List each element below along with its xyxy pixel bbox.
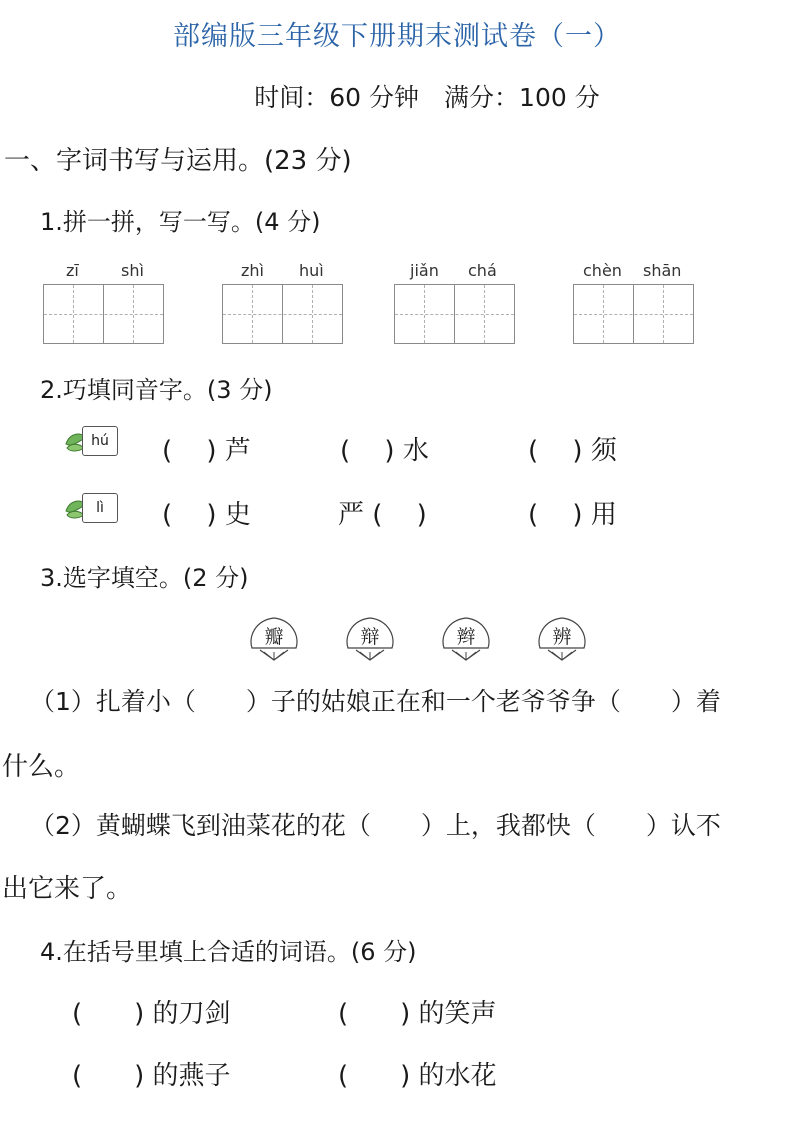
sentence-2-line-1: （2）黄蝴蝶飞到油菜花的花（ ）上，我都快（ ）认不: [30, 811, 721, 840]
shell-char: 瓣: [264, 626, 284, 648]
blank-item[interactable]: ( ) 用: [528, 500, 617, 530]
section-heading: 一、字词书写与运用。(23 分): [4, 146, 352, 176]
writing-grid[interactable]: [222, 284, 343, 344]
shell-option[interactable]: [342, 614, 398, 664]
pinyin-label: zī: [66, 261, 79, 280]
writing-grid[interactable]: [43, 284, 164, 344]
blank-item[interactable]: ( ) 的水花: [338, 1061, 497, 1091]
pinyin-label: zhì: [241, 261, 264, 280]
pinyin-tag: lì: [82, 493, 118, 523]
blank-item[interactable]: 严 ( ): [338, 500, 427, 530]
question-2-label: 2.巧填同音字。(3 分): [40, 376, 273, 404]
shell-char: 辫: [456, 626, 476, 648]
blank-item[interactable]: ( ) 的燕子: [72, 1061, 231, 1091]
blank-item[interactable]: ( ) 的刀剑: [72, 999, 231, 1029]
pinyin-label: jiǎn: [410, 261, 439, 280]
blank-item[interactable]: ( ) 的笑声: [338, 999, 497, 1029]
sentence-2-line-2: 出它来了。: [2, 874, 133, 904]
leaf-tag: [64, 493, 124, 525]
shell-option[interactable]: [534, 614, 590, 664]
pinyin-label: chá: [468, 261, 497, 280]
exam-info: 时间：60 分钟 满分：100 分: [254, 83, 600, 112]
shell-option[interactable]: [438, 614, 494, 664]
pinyin-label: chèn: [583, 261, 622, 280]
sentence-1-line-2: 什么。: [2, 752, 81, 782]
pinyin-label: shì: [121, 261, 144, 280]
question-1-label: 1.拼一拼，写一写。(4 分): [40, 208, 321, 236]
blank-item[interactable]: ( ) 须: [528, 436, 617, 466]
shell-option[interactable]: [246, 614, 302, 664]
pinyin-tag: hú: [82, 426, 118, 456]
shell-char: 辩: [360, 626, 380, 648]
leaf-tag: [64, 426, 124, 458]
blank-item[interactable]: ( ) 芦: [162, 436, 251, 466]
blank-item[interactable]: ( ) 水: [340, 436, 429, 466]
pinyin-label: shān: [643, 261, 682, 280]
question-4-label: 4.在括号里填上合适的词语。(6 分): [40, 938, 417, 966]
question-3-label: 3.选字填空。(2 分): [40, 564, 249, 592]
writing-grid[interactable]: [394, 284, 515, 344]
sentence-1-line-1: （1）扎着小（ ）子的姑娘正在和一个老爷爷争（ ）着: [30, 687, 721, 716]
blank-item[interactable]: ( ) 史: [162, 500, 251, 530]
pinyin-label: huì: [299, 261, 324, 280]
writing-grid[interactable]: [573, 284, 694, 344]
page-title: 部编版三年级下册期末测试卷（一）: [173, 21, 621, 52]
shell-char: 辨: [552, 626, 572, 648]
